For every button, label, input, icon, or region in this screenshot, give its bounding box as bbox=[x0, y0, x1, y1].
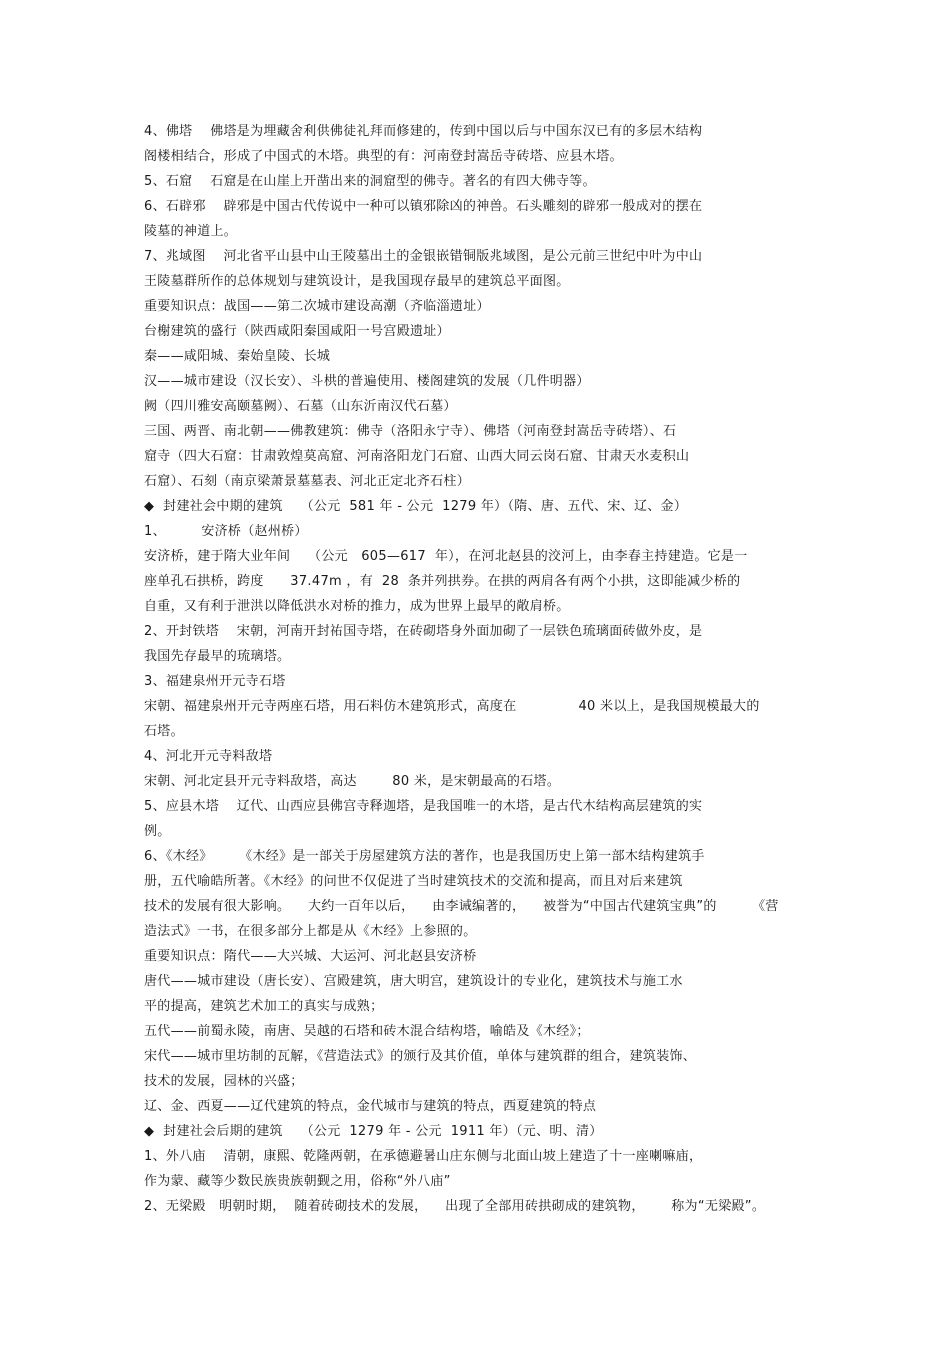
section-heading: ◆ 封建社会后期的建筑 （公元 1279 年 - 公元 1911 年）（元、明、清） bbox=[144, 1124, 603, 1139]
text-line: 技术的发展，园林的兴盛； bbox=[144, 1074, 304, 1089]
text-line: 6、《木经》 《木经》是一部关于房屋建筑方法的著作，也是我国历史上第一部木结构建筑手 bbox=[144, 849, 705, 864]
text-line: 2、无梁殿 明朝时期， 随着砖砌技术的发展， 出现了全部用砖拱砌成的建筑物， 称为“无梁殿”。 bbox=[144, 1199, 766, 1214]
text-line: 6、石辟邪 辟邪是中国古代传说中一种可以镇邪除凶的神兽。石头雕刻的辟邪一般成对的摆在 bbox=[144, 199, 703, 214]
text-line: 3、福建泉州开元寺石塔 bbox=[144, 674, 286, 689]
text-line: 三国、两晋、南北朝——佛教建筑：佛寺（洛阳永宁寺）、佛塔（河南登封嵩岳寺砖塔）、石 bbox=[144, 424, 677, 439]
text-line: 作为蒙、藏等少数民族贵族朝觐之用，俗称“外八庙” bbox=[144, 1174, 451, 1189]
text-line: 汉——城市建设（汉长安）、斗栱的普遍使用、楼阁建筑的发展（几件明器） bbox=[144, 374, 590, 389]
section-heading: ◆ 封建社会中期的建筑 （公元 581 年 - 公元 1279 年）（隋、唐、五代、宋、辽、金） bbox=[144, 499, 688, 514]
text-line: 五代——前蜀永陵，南唐、吴越的石塔和砖木混合结构塔，喻皓及《木经》； bbox=[144, 1024, 590, 1039]
text-line: 窟寺（四大石窟：甘肃敦煌莫高窟、河南洛阳龙门石窟、山西大同云岗石窟、甘肃天水麦积山 bbox=[144, 449, 690, 464]
text-line: 5、石窟 石窟是在山崖上开凿出来的洞窟型的佛寺。著名的有四大佛寺等。 bbox=[144, 174, 596, 189]
text-line: 5、应县木塔 辽代、山西应县佛宫寺释迦塔，是我国唯一的木塔，是古代木结构高层建筑的实 bbox=[144, 799, 703, 814]
text-line: 自重，又有利于泄洪以降低洪水对桥的推力，成为世界上最早的敞肩桥。 bbox=[144, 599, 570, 614]
text-line: 唐代——城市建设（唐长安）、宫殿建筑，唐大明宫，建筑设计的专业化，建筑技术与施工水 bbox=[144, 974, 683, 989]
text-line: 2、开封铁塔 宋朝，河南开封祐国寺塔，在砖砌塔身外面加砌了一层铁色琉璃面砖做外皮，是 bbox=[144, 624, 703, 639]
text-line: 重要知识点：隋代——大兴城、大运河、河北赵县安济桥 bbox=[144, 949, 477, 964]
text-line: 陵墓的神道上。 bbox=[144, 224, 238, 239]
text-line: 阁楼相结合，形成了中国式的木塔。典型的有：河南登封嵩岳寺砖塔、应县木塔。 bbox=[144, 149, 623, 164]
text-line: 台榭建筑的盛行（陕西咸阳秦国咸阳一号宫殿遗址） bbox=[144, 324, 450, 339]
text-line: 安济桥，建于隋大业年间 （公元 605—617 年），在河北赵县的洨河上，由李春主持建造。它是一 bbox=[144, 549, 748, 564]
text-line: 1、外八庙 清朝，康熙、乾隆两朝，在承德避暑山庄东侧与北面山坡上建造了十一座喇嘛庙， bbox=[144, 1149, 703, 1164]
text-line: 平的提高，建筑艺术加工的真实与成熟； bbox=[144, 999, 384, 1014]
text-line: 1、 安济桥（赵州桥） bbox=[144, 524, 308, 539]
text-line: 7、兆域图 河北省平山县中山王陵墓出土的金银嵌错铜版兆域图，是公元前三世纪中叶为中山 bbox=[144, 249, 703, 264]
text-line: 造法式》一书，在很多部分上都是从《木经》上参照的。 bbox=[144, 924, 477, 939]
text-line: 石塔。 bbox=[144, 724, 184, 739]
text-line: 重要知识点：战国——第二次城市建设高潮（齐临淄遗址） bbox=[144, 299, 490, 314]
text-line: 例。 bbox=[144, 824, 171, 839]
text-line: 座单孔石拱桥，跨度 37.47m ，有 28 条并列拱券。在拱的两肩各有两个小拱，这即能减少桥的 bbox=[144, 574, 741, 589]
text-line: 王陵墓群所作的总体规划与建筑设计，是我国现存最早的建筑总平面图。 bbox=[144, 274, 570, 289]
text-line: 技术的发展有很大影响。 大约一百年以后， 由李诫编著的， 被誉为“中国古代建筑宝典”的 《营 bbox=[144, 899, 779, 914]
text-line: 宋代——城市里坊制的瓦解，《营造法式》的颁行及其价值，单体与建筑群的组合，建筑装饰、 bbox=[144, 1049, 697, 1064]
text-line: 石窟）、石刻（南京梁萧景墓墓表、河北正定北齐石柱） bbox=[144, 474, 471, 489]
text-line: 4、佛塔 佛塔是为埋藏舍利供佛徒礼拜而修建的，传到中国以后与中国东汉已有的多层木结构 bbox=[144, 124, 703, 139]
text-line: 册，五代喻皓所著。《木经》的问世不仅促进了当时建筑技术的交流和提高，而且对后来建筑 bbox=[144, 874, 683, 889]
text-line: 4、河北开元寺料敌塔 bbox=[144, 749, 273, 764]
text-line: 秦——咸阳城、秦始皇陵、长城 bbox=[144, 349, 331, 364]
text-line: 宋朝、福建泉州开元寺两座石塔，用石料仿木建筑形式，高度在 40 米以上，是我国规模最大的 bbox=[144, 699, 760, 714]
text-line: 我国先存最早的琉璃塔。 bbox=[144, 649, 291, 664]
text-line: 宋朝、河北定县开元寺料敌塔，高达 80 米，是宋朝最高的石塔。 bbox=[144, 774, 561, 789]
text-line: 阙（四川雅安高颐墓阙）、石墓（山东沂南汉代石墓） bbox=[144, 399, 457, 414]
text-line: 辽、金、西夏——辽代建筑的特点，金代城市与建筑的特点，西夏建筑的特点 bbox=[144, 1099, 597, 1114]
